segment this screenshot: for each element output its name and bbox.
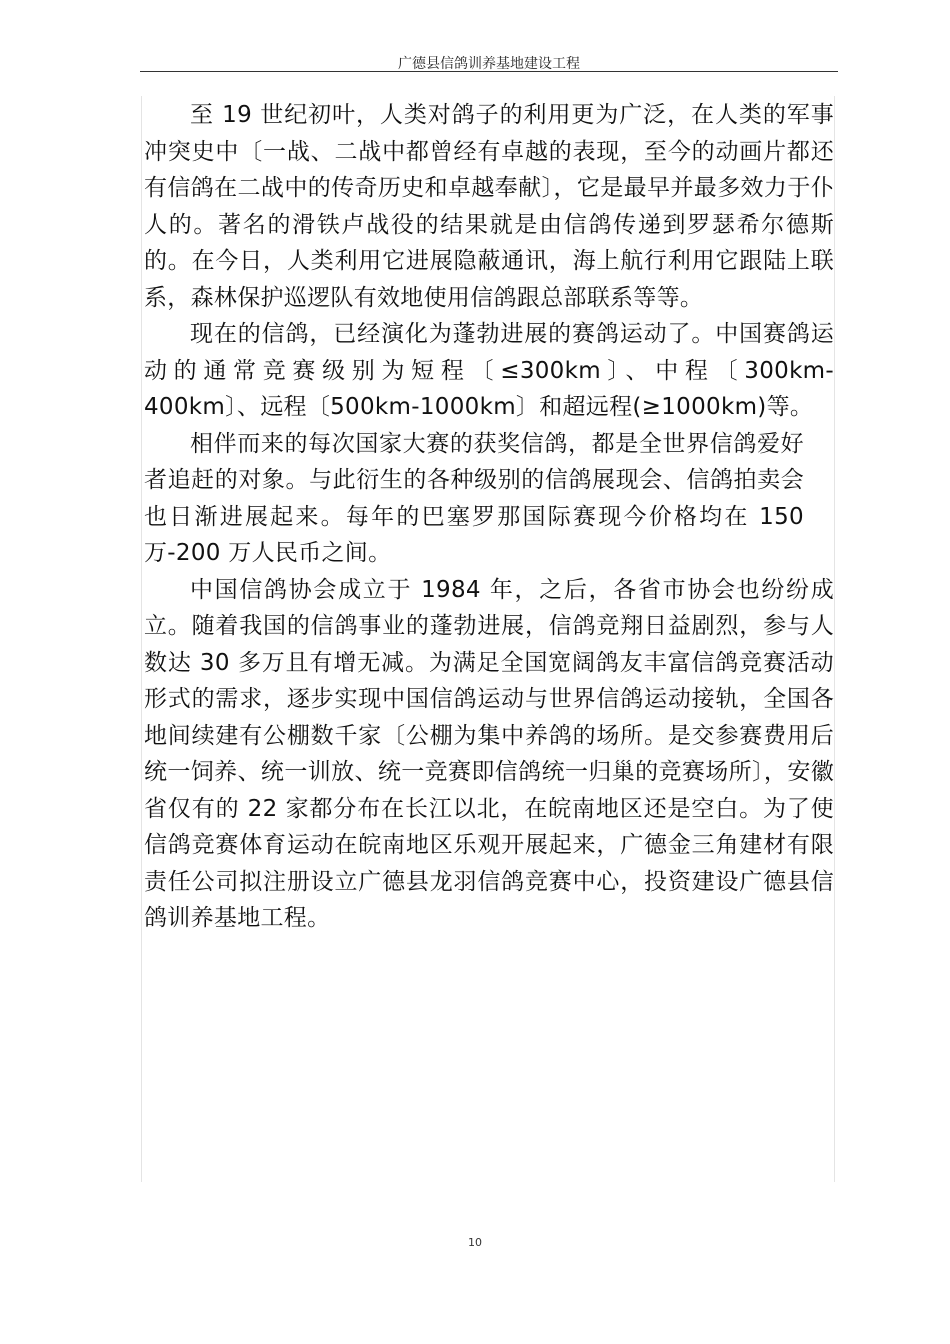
paragraph-2: 现在的信鸽，已经演化为蓬勃进展的赛鸽运动了。中国赛鸽运动的通常竞赛级别为短程〔≤300km〕、中程〔300km-400km〕、远程〔500km-1000km〕和超远程(≥1000km)等。 (144, 321, 834, 420)
body-text (144, 97, 834, 937)
paragraph-4: 中国信鸽协会成立于 1984 年，之后，各省市协会也纷纷成立。随着我国的信鸽事业的蓬勃进展，信鸽竞翔日益剧烈，参与人数达 30 多万且有增无减。为满足全国宽阔鸽友丰富信鸽竞赛活动形式的需求，逐步实现中国信鸽运动与世界信鸽运动接轨，全国各地间续建有公棚数千家〔公棚为集中养鸽的场所。是交参赛费用后统一饲养、统一训放、统一竞赛即信鸽统一归巢的竞赛场所〕，安徽省仅有的 22 家都分布在长江以北，在皖南地区还是空白。为了使信鸽竞赛体育运动在皖南地区乐观开展起来，广德金三角建材有限责任公司拟注册设立广德县龙羽信鸽竞赛中心，投资建设广德县信鸽训养基地工程。 (144, 576, 834, 931)
header-rule (140, 71, 838, 72)
paragraph-1: 至 19 世纪初叶，人类对鸽子的利用更为广泛，在人类的军事冲突史中〔一战、二战中都曾经有卓越的表现，至今的动画片都还有信鸽在二战中的传奇历史和卓越奉献〕，它是最早并最多效力于仆人的。著名的滑铁卢战役的结果就是由信鸽传递到罗瑟希尔德斯的。在今日，人类利用它进展隐蔽通讯，海上航行利用它跟陆上联系，森林保护巡逻队有效地使用信鸽跟总部联系等等。 (144, 102, 834, 311)
page-number: 10 (468, 1236, 482, 1249)
paragraph-3: 相伴而来的每次国家大赛的获奖信鸽，都是全世界信鸽爱好者追赶的对象。与此衍生的各种级别的信鸽展现会、信鸽拍卖会也日渐进展起来。每年的巴塞罗那国际赛现今价格均在 150 万-200 万人民币之间。 (144, 430, 804, 566)
running-header-title: 广德县信鸽训养基地建设工程 (398, 56, 580, 72)
